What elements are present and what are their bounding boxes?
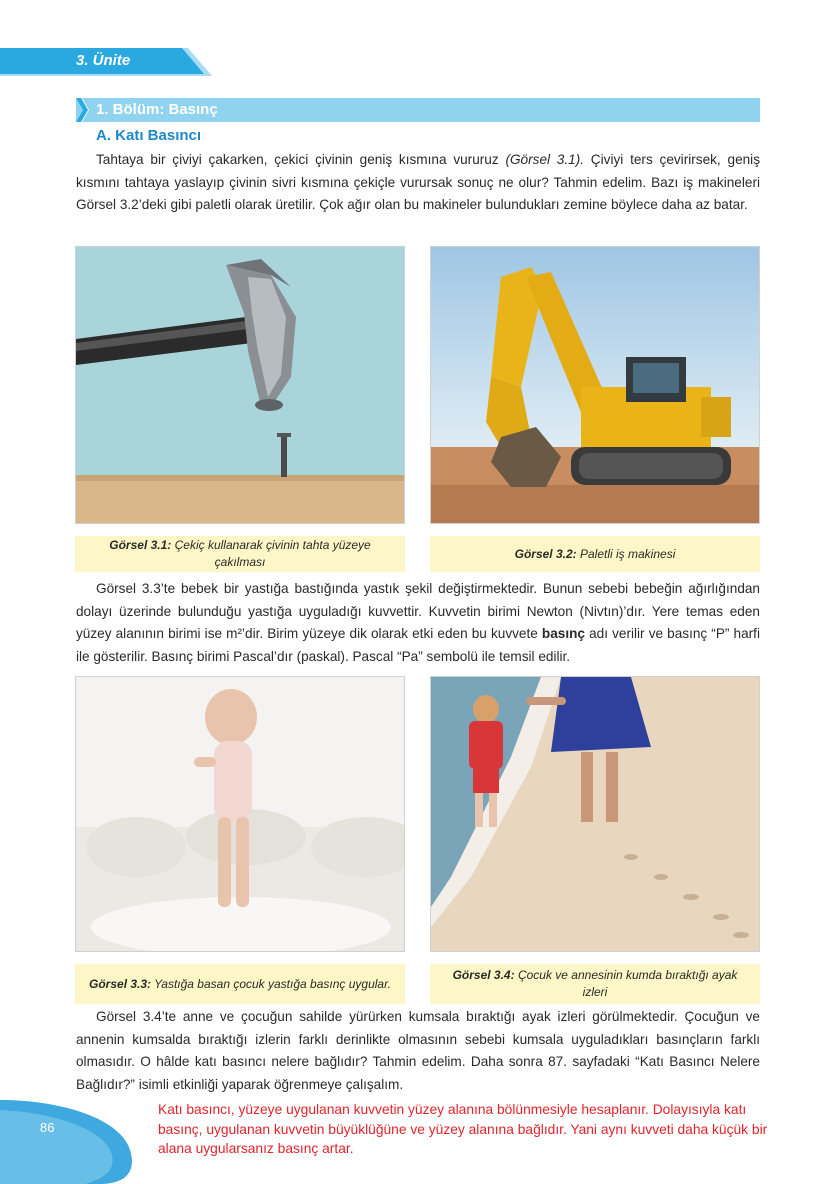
caption-3-2-label: Görsel 3.2: [514,546,577,561]
caption-3-4 [430,964,760,1004]
unit-tab [0,48,200,76]
excavator-image [431,247,760,524]
paragraph-2-part-a: Görsel 3.3’te bebek bir yastığa bastığında yastık şekil değiştirmektedir. Bunun sebebi bebeğin ağırlığından dolayı üzerinde bulunduğu yastığa uyguladığı kuvvettir. Kuvvetin birimi Newton (Nivtın)’dır. Yere temas eden yüzey alanının birimi ise m²’dir. Birim yüzeye dik olarak etki eden bu kuvvete [76,581,760,641]
section-arrow-icon [76,98,90,122]
photo-baby [75,676,405,952]
caption-3-3 [75,964,405,1004]
paragraph-2-part-b: adı verilir ve basınç “P” harfi ile gösterilir. Basınç birimi Pascal’dır (paskal). Pascal “Pa” sembolü ile temsil edilir. [76,626,760,664]
paragraph-1-part-b: Çiviyi ters çevirirsek, geniş kısmını tahtaya yaslayıp çivinin sivri kısmına çekiçle vurursak sonuç ne olur? Tahmin edelim. Bazı iş makineleri Görsel 3.2’deki gibi paletli olarak üretilir. Çok ağır olan bu makineler bulundukları zemine böylece daha az batar. [76,152,761,212]
caption-3-1-label: Görsel 3.1: [109,538,172,552]
caption-3-1-body: Çekiç kullanarak çivinin tahta yüzeye çakılması [171,538,371,569]
baby-on-pillow-image [76,677,405,952]
caption-3-4-text [440,967,750,1001]
photo-beach [430,676,760,952]
section-header [76,98,760,122]
caption-3-2 [430,536,760,572]
page-number: 86 [40,1120,55,1135]
paragraph-1-part-a: Tahtaya bir çiviyi çakarken, çekici çivinin geniş kısmına vururuz [96,152,506,167]
unit-label: 3. Ünite [76,52,131,69]
paragraph-3: Görsel 3.4’te anne ve çocuğun sahilde yürürken kumsala bıraktığı ayak izleri görülmektedir. Çocuğun ve annenin kumsalda bıraktığı izlerin farklı derinlikte olmasının sebebi kumsala uyguladıkları basınçların farklı olmasıdır. O hâlde katı basıncı nelere bağlıdır? Tahmin edelim. Daha sonra 87. sayfadaki “Katı Basıncı Nelere Bağlıdır?” isimli etkinliği yaparak öğrenmeye çalışalım. [76,1009,760,1092]
caption-3-3-label: Görsel 3.3: [89,976,152,991]
section-title: 1. Bölüm: Basınç [96,101,218,118]
caption-3-4-body: Çocuk ve annesinin kumda bıraktığı ayak izleri [514,968,738,999]
photo-hammer [75,246,405,524]
hammer-nail-image [76,247,405,524]
summary-note: Katı basıncı, yüzeye uygulanan kuvvetin yüzey alanına bölünmesiyle hesaplanır. Dolayısıyla katı basınç, uygulanan kuvvetin büyüklüğüne ve yüzey alanına bağlıdır. Yani aynı kuvveti daha küçük bir alana uygularsanız basınç artar. [158,1102,768,1156]
caption-3-3-body: Yastığa basan çocuk yastığa basınç uygular. [151,976,391,991]
beach-footprints-image [431,677,760,952]
caption-3-4-label: Görsel 3.4: [452,968,515,982]
caption-3-1-text [85,537,395,571]
paragraph-1-ref: (Görsel 3.1). [505,152,585,167]
paragraph-2-bold: basınç [541,626,585,641]
subsection-title: A. Katı Basıncı [96,127,202,144]
paragraph-2 [76,578,760,668]
caption-3-1 [75,536,405,572]
page-number-badge [0,1100,140,1184]
paragraph-1 [76,149,760,217]
caption-3-2-text [515,546,676,563]
photo-excavator [430,246,760,524]
caption-3-3-text [89,976,391,993]
caption-3-2-body: Paletli iş makinesi [576,546,676,561]
